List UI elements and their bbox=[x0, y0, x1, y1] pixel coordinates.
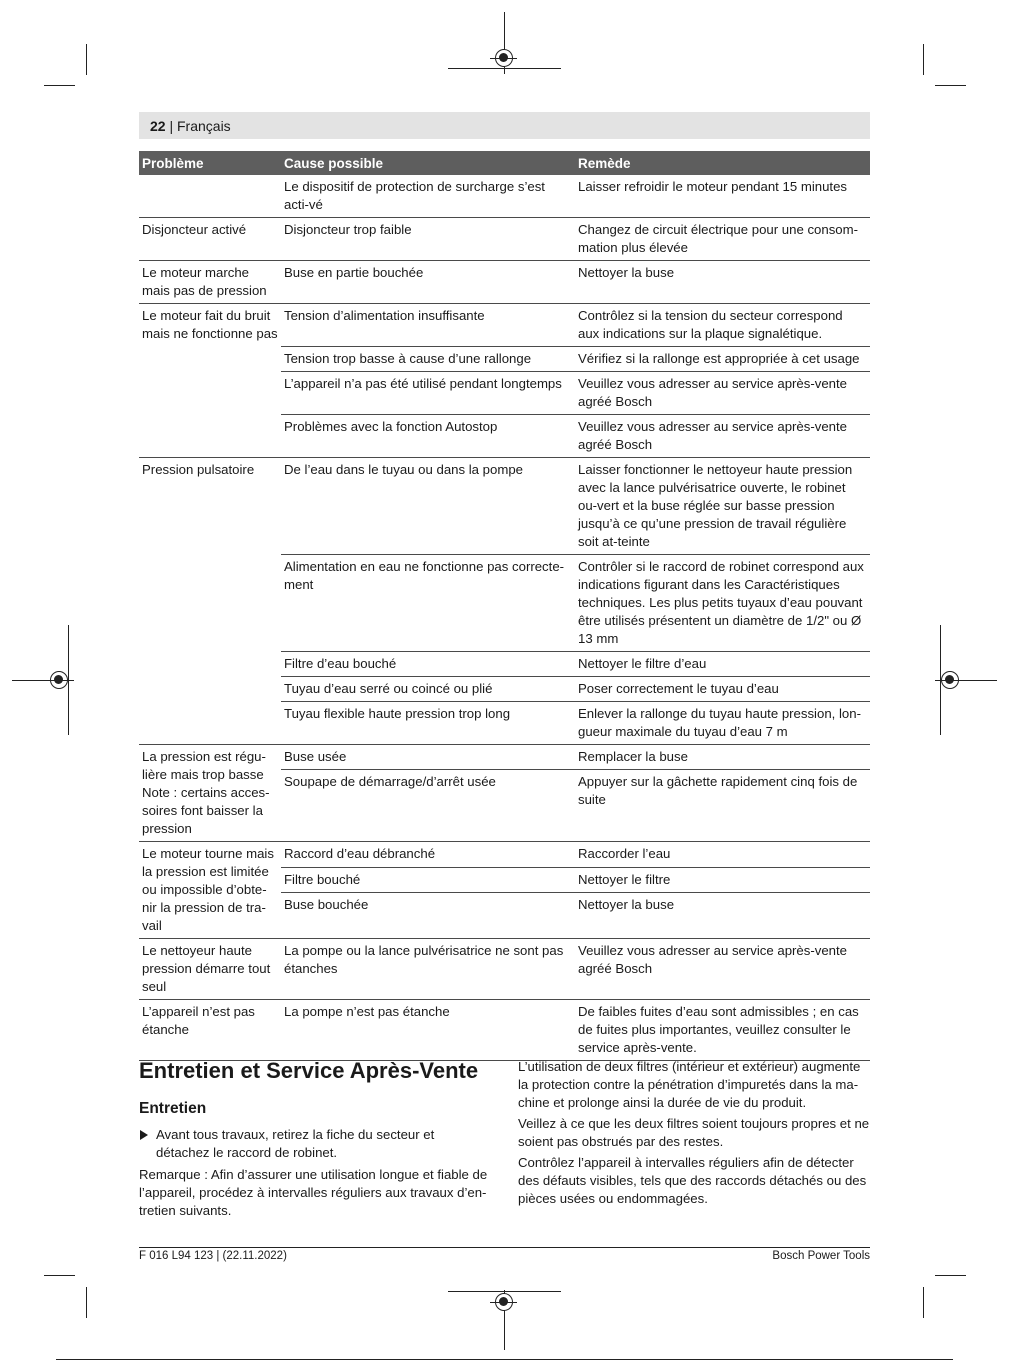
remedy-cell: Nettoyer le filtre bbox=[575, 867, 870, 893]
remedy-cell: Remplacer la buse bbox=[575, 745, 870, 770]
remedy-cell: Raccorder l’eau bbox=[575, 842, 870, 868]
subsection-title: Entretien bbox=[139, 1100, 207, 1117]
paragraph: L’utilisation de deux filtres (intérieur et extérieur) augmente la protection contre la pénétration d’impuretés dans la ma-chine et prolonge ainsi la durée de vie du produit. bbox=[518, 1059, 861, 1110]
registration-mark-icon bbox=[50, 671, 68, 689]
page-number: 22 bbox=[150, 118, 166, 134]
crop-mark bbox=[448, 68, 561, 69]
table-row bbox=[139, 458, 870, 555]
cause-cell: Soupape de démarrage/d’arrêt usée bbox=[281, 770, 575, 842]
registration-mark-icon bbox=[941, 671, 959, 689]
remedy-cell: Vérifiez si la rallonge est appropriée à cet usage bbox=[575, 347, 870, 372]
crop-mark bbox=[44, 1275, 75, 1276]
cause-cell: Alimentation en eau ne fonctionne pas correcte-ment bbox=[281, 555, 575, 652]
remedy-cell: Veuillez vous adresser au service après-vente agréé Bosch bbox=[575, 939, 870, 1000]
crop-mark bbox=[44, 85, 75, 86]
problem-cell: Le moteur marche mais pas de pression bbox=[139, 261, 281, 304]
table-row bbox=[139, 745, 870, 770]
page-header bbox=[139, 112, 870, 139]
crop-mark bbox=[923, 1287, 924, 1318]
bullet-text: Avant tous travaux, retirez la fiche du secteur et détachez le raccord de robinet. bbox=[156, 1127, 435, 1160]
cause-cell: Problèmes avec la fonction Autostop bbox=[281, 415, 575, 458]
column-header-remedy: Remède bbox=[575, 151, 870, 175]
right-column bbox=[518, 1058, 870, 1211]
header-separator: | bbox=[165, 118, 177, 134]
crop-mark bbox=[923, 44, 924, 75]
registration-mark-icon bbox=[495, 1293, 513, 1311]
problem-cell: Disjoncteur activé bbox=[139, 218, 281, 261]
remedy-cell: Nettoyer la buse bbox=[575, 261, 870, 304]
remedy-cell: Contrôler si le raccord de robinet correspond aux indications figurant dans les Caractéristiques techniques. Les plus petits tuyaux d’eau pouvant être utilisés présentent un diamètre de 1/2" ou Ø 13 mm bbox=[575, 555, 870, 652]
column-header-cause: Cause possible bbox=[281, 151, 575, 175]
left-column bbox=[139, 1126, 491, 1224]
problem-cell: Pression pulsatoire bbox=[139, 458, 281, 745]
table-header-row bbox=[139, 151, 870, 175]
remedy-cell: Enlever la rallonge du tuyau haute pression, lon-gueur maximale du tuyau d’eau 7 m bbox=[575, 702, 870, 745]
problem-cell: L’appareil n’est pas étanche bbox=[139, 1000, 281, 1061]
table-row bbox=[139, 218, 870, 261]
cause-cell: Filtre d’eau bouché bbox=[281, 652, 575, 677]
table-row bbox=[139, 939, 870, 1000]
cause-cell: Raccord d’eau débranché bbox=[281, 842, 575, 868]
remedy-cell: Poser correctement le tuyau d’eau bbox=[575, 677, 870, 702]
problem-cell: Le moteur tourne mais la pression est limitée ou impossible d’obte-nir la pression de tra-vail bbox=[139, 842, 281, 939]
cause-cell: Tension d’alimentation insuffisante bbox=[281, 304, 575, 347]
section-title: Entretien et Service Après-Vente bbox=[139, 1058, 479, 1083]
bullet-item bbox=[139, 1126, 491, 1162]
remedy-cell: Appuyer sur la gâchette rapidement cinq fois de suite bbox=[575, 770, 870, 842]
registration-mark-icon bbox=[495, 49, 513, 67]
crop-mark bbox=[86, 1287, 87, 1318]
header-language: Français bbox=[177, 118, 231, 134]
remedy-cell: Changez de circuit électrique pour une consom-mation plus élevée bbox=[575, 218, 870, 261]
remedy-cell: Contrôlez si la tension du secteur correspond aux indications sur la plaque signalétique. bbox=[575, 304, 870, 347]
table-row bbox=[139, 1000, 870, 1061]
cause-cell: Le dispositif de protection de surcharge s’est acti-vé bbox=[281, 175, 575, 218]
table-row bbox=[139, 175, 870, 218]
cause-cell: Disjoncteur trop faible bbox=[281, 218, 575, 261]
remedy-cell: Veuillez vous adresser au service après-vente agréé Bosch bbox=[575, 415, 870, 458]
remedy-cell: Nettoyer le filtre d’eau bbox=[575, 652, 870, 677]
cause-cell: La pompe ou la lance pulvérisatrice ne sont pas étanches bbox=[281, 939, 575, 1000]
crop-mark bbox=[86, 44, 87, 75]
crop-mark bbox=[935, 85, 966, 86]
problem-cell: La pression est régu-lière mais trop basse Note : certains acces-soires font baisser la pression bbox=[139, 745, 281, 842]
remedy-cell: De faibles fuites d’eau sont admissibles ; en cas de fuites plus importantes, veuillez consulter le service après-vente. bbox=[575, 1000, 870, 1061]
page-bottom-rule bbox=[56, 1359, 953, 1360]
cause-cell: Tension trop basse à cause d’une rallonge bbox=[281, 347, 575, 372]
cause-cell: Buse usée bbox=[281, 745, 575, 770]
bullet-triangle-icon bbox=[140, 1130, 148, 1140]
remedy-cell: Laisser refroidir le moteur pendant 15 minutes bbox=[575, 175, 870, 218]
footer-divider bbox=[139, 1247, 870, 1248]
paragraph: Veillez à ce que les deux filtres soient toujours propres et ne soient pas obstrués par des restes. bbox=[518, 1116, 870, 1149]
remedy-cell: Nettoyer la buse bbox=[575, 893, 870, 939]
cause-cell: Buse bouchée bbox=[281, 893, 575, 939]
footer-brand: Bosch Power Tools bbox=[772, 1250, 870, 1262]
remark-paragraph: Remarque : Afin d’assurer une utilisation longue et fiable de l’appareil, procédez à intervalles réguliers aux travaux d’en-tretien suivants. bbox=[139, 1167, 488, 1218]
problem-cell bbox=[139, 175, 281, 218]
problem-cell: Le nettoyeur haute pression démarre tout seul bbox=[139, 939, 281, 1000]
table-row bbox=[139, 842, 870, 868]
crop-mark bbox=[935, 1275, 966, 1276]
page-header-text bbox=[150, 118, 231, 134]
remedy-cell: Veuillez vous adresser au service après-vente agréé Bosch bbox=[575, 372, 870, 415]
troubleshooting-table bbox=[139, 151, 870, 1061]
column-header-problem: Problème bbox=[139, 151, 281, 175]
cause-cell: De l’eau dans le tuyau ou dans la pompe bbox=[281, 458, 575, 555]
cause-cell: Tuyau d’eau serré ou coincé ou plié bbox=[281, 677, 575, 702]
problem-cell: Le moteur fait du bruit mais ne fonctionne pas bbox=[139, 304, 281, 458]
remedy-cell: Laisser fonctionner le nettoyeur haute pression avec la lance pulvérisatrice ouverte, le robinet ou-vert et la buse réglée sur basse pression jusqu’à ce qu’une pression de travail régulière soit at-teinte bbox=[575, 458, 870, 555]
cause-cell: La pompe n’est pas étanche bbox=[281, 1000, 575, 1061]
crop-mark bbox=[448, 1291, 561, 1292]
cause-cell: Buse en partie bouchée bbox=[281, 261, 575, 304]
cause-cell: L’appareil n’a pas été utilisé pendant longtemps bbox=[281, 372, 575, 415]
cause-cell: Tuyau flexible haute pression trop long bbox=[281, 702, 575, 745]
footer-doc-ref: F 016 L94 123 | (22.11.2022) bbox=[139, 1250, 287, 1262]
table-row bbox=[139, 261, 870, 304]
table-row bbox=[139, 304, 870, 347]
paragraph: Contrôlez l’appareil à intervalles réguliers afin de détecter des défauts visibles, tels que des raccords détachés ou des pièces usées ou endommagées. bbox=[518, 1155, 867, 1206]
cause-cell: Filtre bouché bbox=[281, 867, 575, 893]
